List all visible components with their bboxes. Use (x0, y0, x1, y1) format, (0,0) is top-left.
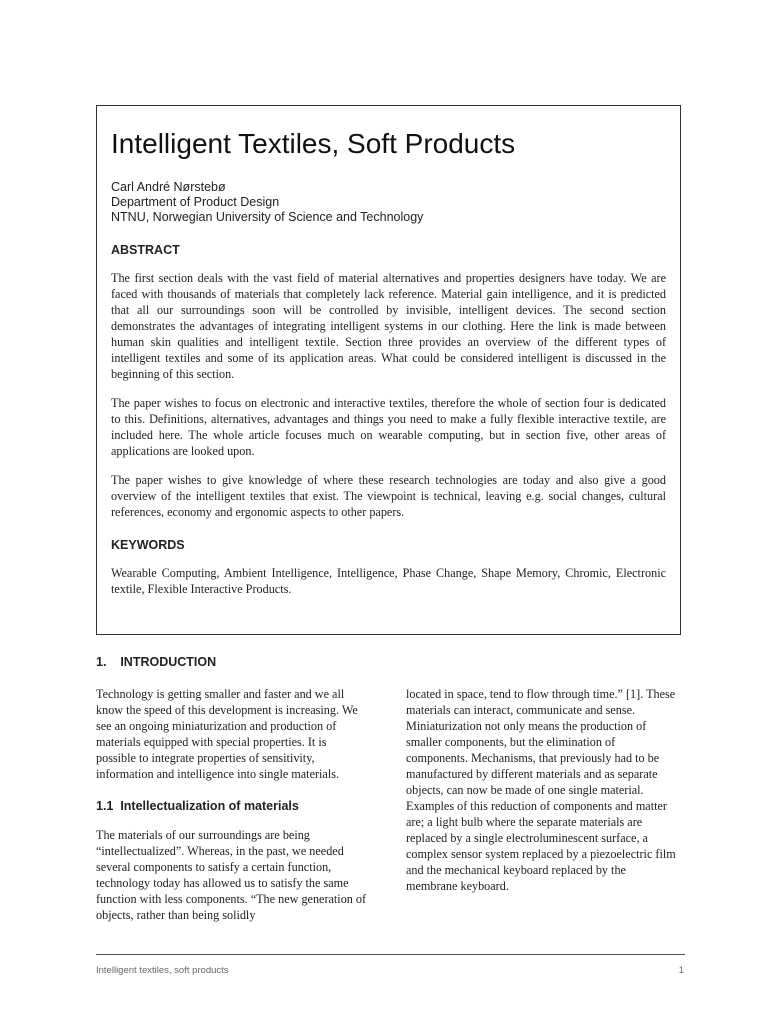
author-institution: NTNU, Norwegian University of Science and Technology (111, 210, 424, 224)
author-name: Carl André Nørstebø (111, 180, 226, 194)
intro-paragraph: The materials of our surroundings are being “intellectualized”. Whereas, in the past, we needed several components to satisfy a certain function, technology today has allowed us to satisfy the same function with less components. “The new generation of objects, rather than being solidly (96, 828, 367, 922)
title-abstract-box (96, 105, 681, 635)
intro-paragraph: Technology is getting smaller and faster and we all know the speed of this development is increasing. We see an ongoing miniaturization and production of materials equipped with special properties. It is possible to integrate properties of sensitivity, information and intelligence into single materials. (96, 687, 358, 781)
footer-title: Intelligent textiles, soft products (96, 965, 229, 976)
author-department: Department of Product Design (111, 195, 280, 209)
page-number: 1 (678, 965, 684, 976)
left-column (96, 655, 368, 923)
paper-title: Intelligent Textiles, Soft Products (111, 128, 516, 159)
keywords-text: Wearable Computing, Ambient Intelligence, Intelligence, Phase Change, Shape Memory, Chromic, Electronic textile, Flexible Interactive Products. (111, 566, 666, 596)
section-heading-introduction: 1. INTRODUCTION (96, 655, 217, 669)
abstract-paragraph: The paper wishes to focus on electronic and interactive textiles, therefore the whole of section four is dedicated to this. Definitions, alternatives, advantages and things you need to make a fully flexible interactive textile, are included here. The whole article focuses much on wearable computing, but in section five, other areas of applications are looked upon. (111, 396, 666, 458)
footer-divider (96, 954, 685, 955)
abstract-paragraph: The paper wishes to give knowledge of where these research technologies are today and also give a good overview of the intelligent textiles that exist. The viewpoint is technical, leaving e.g. social changes, cultural references, economy and ergonomic aspects to other papers. (111, 473, 666, 519)
intro-paragraph: located in space, tend to flow through time.” [1]. These materials can interact, communicate and sense. Miniaturization not only means the production of smaller components, but the elimination of components. Mechanisms, that previously had to be manufactured by different materials and as separate objects, can now be made of one single material. Examples of this reduction of components and matter are; a light bulb where the separate materials are replaced by a single electroluminescent surface, a complex sensor system replaced by a piezoelectric film and the mechanical keyboard replaced by the membrane keyboard. (406, 687, 676, 893)
subsection-heading: 1.1 Intellectualization of materials (96, 799, 299, 813)
right-column (406, 686, 678, 894)
author-block (111, 180, 666, 225)
abstract-heading: ABSTRACT (111, 243, 180, 257)
keywords-heading: KEYWORDS (111, 538, 185, 552)
abstract-paragraph: The first section deals with the vast field of material alternatives and properties designers have today. We are faced with thousands of materials that completely lack reference. Material gain intelligence, and it is predicted that all our surroundings soon will be controlled by invisible, intelligent devices. The second section demonstrates the advantages of integrating intelligent systems in our clothing. Here the link is made between human skin qualities and intelligent textile. Section three provides an overview of the different types of intelligent textiles and some of its application areas. What could be considered intelligent is discussed in the beginning of this section. (111, 271, 666, 381)
